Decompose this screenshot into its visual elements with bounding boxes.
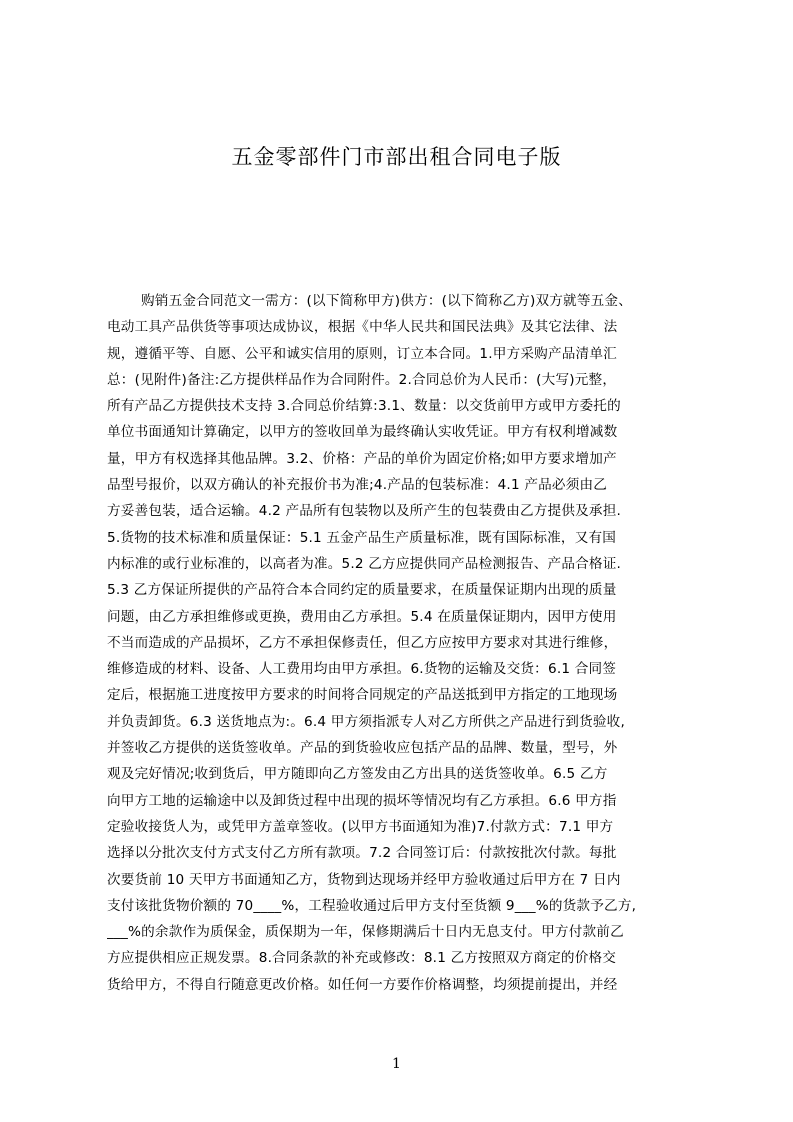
page-number: 1 [392, 1056, 401, 1072]
body-line: 方妥善包装，适合运输。4.2 产品所有包装物以及所产生的包装费由乙方提供及承担. [107, 503, 622, 520]
body-line: 5.3 乙方保证所提供的产品符合本合同约定的质量要求，在质量保证期内出现的质量 [107, 582, 617, 599]
body-line: ___%的余款作为质保金，质保期为一年，保修期满后十日内无息支付。甲方付款前乙 [107, 924, 624, 941]
body-line: 量，甲方有权选择其他品牌。3.2、价格：产品的单价为固定价格;如甲方要求增加产 [107, 450, 617, 467]
body-line: 问题，由乙方承担维修或更换，费用由乙方承担。5.4 在质量保证期内，因甲方使用 [107, 608, 617, 625]
body-line: 选择以分批次支付方式支付乙方所有款项。7.2 合同签订后：付款按批次付款。每批 [107, 845, 617, 862]
body-line: 电动工具产品供货等事项达成协议，根据《中华人民共和国民法典》及其它法律、法 [107, 319, 618, 336]
body-line: 次要货前 10 天甲方书面通知乙方，货物到达现场并经甲方验收通过后甲方在 7 日内 [107, 871, 621, 888]
document-title: 五金零部件门市部出租合同电子版 [231, 145, 562, 169]
body-line: 支付该批货物价额的 70____%，工程验收通过后甲方支付至货额 9___%的货款予乙方, [107, 897, 637, 914]
body-line: 内标准的或行业标准的，以高者为准。5.2 乙方应提供同产品检测报告、产品合格证. [107, 555, 622, 572]
body-line: 品型号报价，以双方确认的补充报价书为准;4.产品的包装标准：4.1 产品必须由乙 [107, 477, 608, 494]
body-line: 并签收乙方提供的送货签收单。产品的到货验收应包括产品的品牌、数量，型号，外 [107, 740, 618, 757]
body-line: 货给甲方，不得自行随意更改价格。如任何一方要作价格调整，均须提前提出，并经 [107, 976, 618, 993]
body-line: 5.货物的技术标准和质量保证：5.1 五金产品生产质量标准，既有国际标准，又有国 [107, 529, 617, 546]
contract-body [107, 288, 697, 998]
body-line: 所有产品乙方提供技术支持 3.合同总价结算:3.1、数量：以交货前甲方或甲方委托的 [107, 398, 621, 415]
body-line: 单位书面通知计算确定，以甲方的签收回单为最终确认实收凭证。甲方有权利增减数 [107, 424, 618, 441]
body-line: 定后，根据施工进度按甲方要求的时间将合同规定的产品送抵到甲方指定的工地现场 [107, 687, 618, 704]
body-line: 定验收接货人为，或凭甲方盖章签收。(以甲方书面通知为准)7.付款方式：7.1 甲方 [107, 818, 614, 835]
body-line: 方应提供相应正规发票。8.合同条款的补充或修改：8.1 乙方按照双方商定的价格交 [107, 950, 617, 967]
body-line: 向甲方工地的运输途中以及卸货过程中出现的损坏等情况均有乙方承担。6.6 甲方指 [107, 792, 617, 809]
body-line: 购销五金合同范文一需方：(以下简称甲方)供方：(以下简称乙方)双方就等五金、 [141, 293, 632, 309]
body-line: 维修造成的材料、设备、人工费用均由甲方承担。6.货物的运输及交货：6.1 合同签 [107, 661, 617, 678]
body-line: 总：(见附件)备注:乙方提供样品作为合同附件。2.合同总价为人民币：(大写)元整， [107, 371, 617, 388]
body-line: 规，遵循平等、自愿、公平和诚实信用的原则，订立本合同。1.甲方采购产品清单汇 [107, 345, 617, 362]
body-line: 不当而造成的产品损坏，乙方不承担保修责任，但乙方应按甲方要求对其进行维修， [107, 634, 618, 651]
body-line: 并负责卸货。6.3 送货地点为:。6.4 甲方须指派专人对乙方所供之产品进行到货验收, [107, 713, 625, 730]
body-line: 观及完好情况;收到货后，甲方随即向乙方签发由乙方出具的送货签收单。6.5 乙方 [107, 766, 608, 783]
